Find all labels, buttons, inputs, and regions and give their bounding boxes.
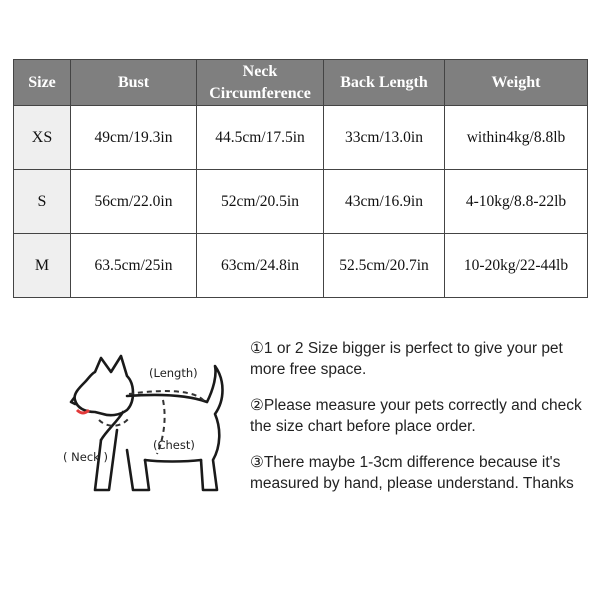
size-chart-table: [13, 59, 588, 298]
note-size-bigger: ①1 or 2 Size bigger is perfect to give your pet more free space.: [250, 340, 563, 378]
size-notes: [250, 338, 595, 509]
note-measurement-difference: ③There maybe 1-3cm difference because it's measured by hand, please understand. Thanks: [250, 454, 574, 492]
table-row: [14, 106, 588, 170]
bust-cell: 56cm/22.0in: [71, 170, 197, 234]
size-cell: S: [14, 170, 71, 234]
header-neck-circumference: Neck Circumference: [197, 60, 324, 106]
back-length-cell: 52.5cm/20.7in: [324, 234, 445, 298]
header-bust: Bust: [71, 60, 197, 106]
table-header-row: [14, 60, 588, 106]
dog-measurement-figure: [55, 350, 245, 500]
header-weight: Weight: [445, 60, 588, 106]
length-label: (Length): [149, 366, 198, 380]
neck-cell: 44.5cm/17.5in: [197, 106, 324, 170]
chest-label: (Chest): [153, 438, 195, 452]
header-size: Size: [14, 60, 71, 106]
note-measure-correctly: ②Please measure your pets correctly and check the size chart before place order.: [250, 397, 582, 435]
neck-cell: 52cm/20.5in: [197, 170, 324, 234]
neck-cell: 63cm/24.8in: [197, 234, 324, 298]
size-cell: M: [14, 234, 71, 298]
back-length-cell: 43cm/16.9in: [324, 170, 445, 234]
weight-cell: 4-10kg/8.8-22lb: [445, 170, 588, 234]
header-back-length: Back Length: [324, 60, 445, 106]
back-length-cell: 33cm/13.0in: [324, 106, 445, 170]
neck-label: ( Neck ): [63, 450, 108, 464]
weight-cell: 10-20kg/22-44lb: [445, 234, 588, 298]
weight-cell: within4kg/8.8lb: [445, 106, 588, 170]
bust-cell: 63.5cm/25in: [71, 234, 197, 298]
size-cell: XS: [14, 106, 71, 170]
table-row: [14, 170, 588, 234]
dog-outline: [71, 356, 223, 490]
bust-cell: 49cm/19.3in: [71, 106, 197, 170]
table-row: [14, 234, 588, 298]
